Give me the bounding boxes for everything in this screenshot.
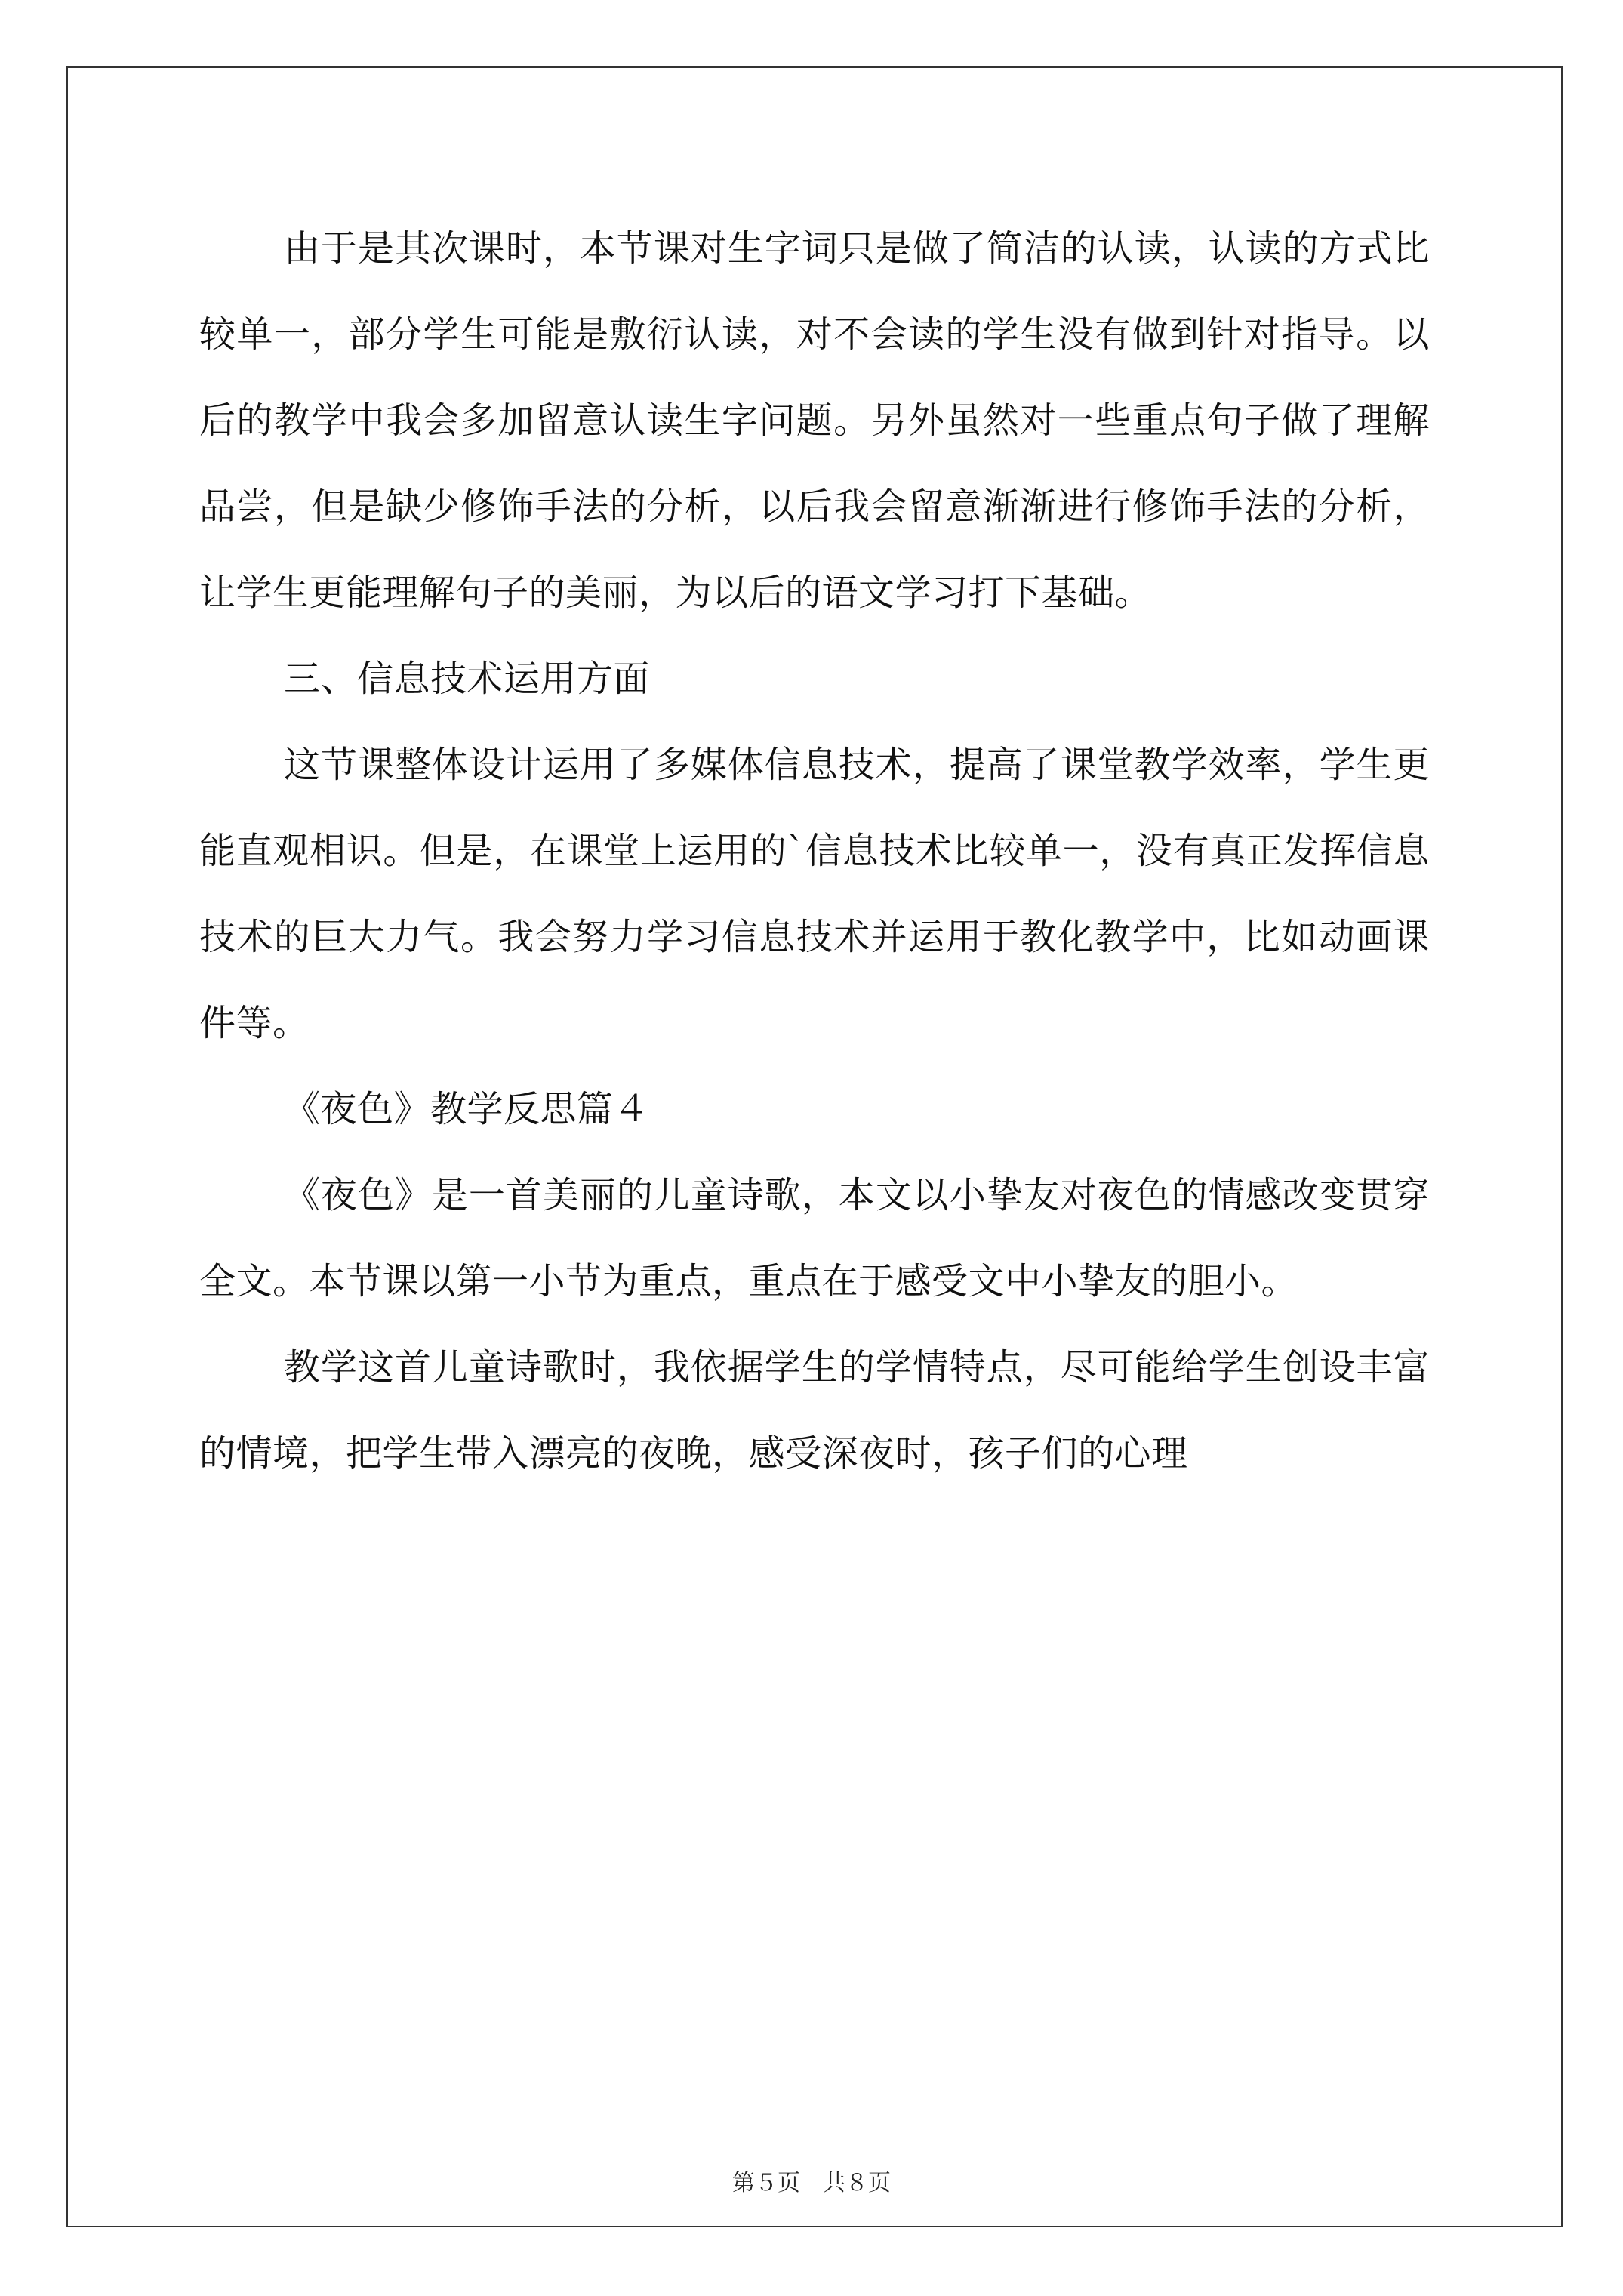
paragraph-it-usage: 这节课整体设计运用了多媒体信息技术，提高了课堂教学效率，学生更能直观相识。但是，在课堂上运用的`信息技术比较单一，没有真正发挥信息技术的巨大力气。我会努力学习信息技术并运用于教化教学中，比如动画课件等。 bbox=[199, 744, 1430, 1044]
article-title: 《夜色》教学反思篇４ bbox=[284, 1088, 651, 1130]
document-body bbox=[199, 205, 1430, 1496]
page-number: 第５页 共８页 bbox=[732, 2170, 891, 2196]
section-heading-it: 三、信息技术运用方面 bbox=[284, 658, 651, 700]
paragraph-review-literacy: 由于是其次课时，本节课对生字词只是做了简洁的认读，认读的方式比较单一，部分学生可能是敷衍认读，对不会读的学生没有做到针对指导。以后的教学中我会多加留意认读生字问题。另外虽然对一些重点句子做了理解品尝，但是缺少修饰手法的分析，以后我会留意渐渐进行修饰手法的分析，让学生更能理解句子的美丽，为以后的语文学习打下基础。 bbox=[199, 227, 1430, 614]
paragraph-intro: 《夜色》是一首美丽的儿童诗歌，本文以小挚友对夜色的情感改变贯穿全文。本节课以第一小节为重点，重点在于感受文中小挚友的胆小。 bbox=[199, 1174, 1430, 1302]
paragraph-teaching: 教学这首儿童诗歌时，我依据学生的学情特点，尽可能给学生创设丰富的情境，把学生带入漂亮的夜晚，感受深夜时，孩子们的心理 bbox=[199, 1346, 1430, 1475]
